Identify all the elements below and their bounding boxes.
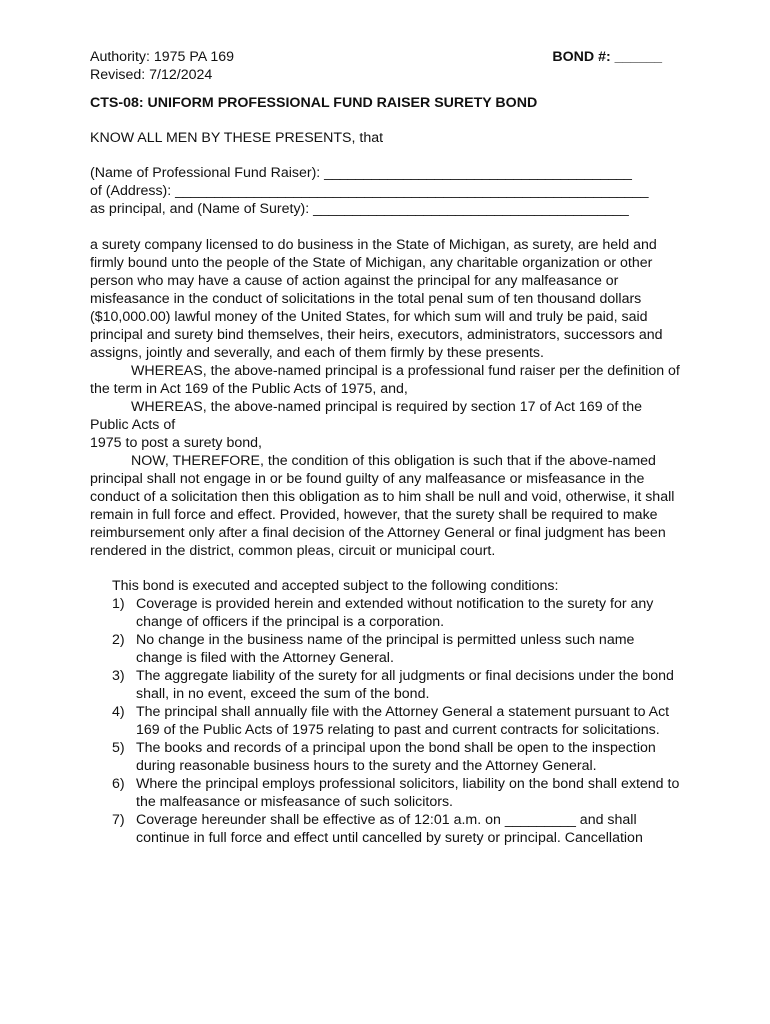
list-item-number: 7) <box>112 812 125 828</box>
list-item-text: Where the principal employs professional solicitors, liability on the bond shall extend to the malfeasance or misfeasance of such solicitors. <box>136 776 680 810</box>
list-item-number: 4) <box>112 704 125 720</box>
list-item-number: 1) <box>112 596 125 612</box>
body-paragraph-whereas-2-cont: 1975 to post a surety bond, <box>90 435 262 451</box>
authority-line: Authority: 1975 PA 169 <box>90 49 235 65</box>
list-item-text: The books and records of a principal upon the bond shall be open to the inspection during reasonable business hours to the surety and the Attorney General. <box>136 740 656 774</box>
conditions-section <box>90 577 682 847</box>
list-item-text: Coverage is provided herein and extended without notification to the surety for any change of officers if the principal is a corporation. <box>136 596 654 630</box>
bond-body <box>90 236 682 560</box>
list-item-number: 5) <box>112 740 125 756</box>
fund-raiser-name-field[interactable]: (Name of Professional Fund Raiser): _______________________________________ <box>90 165 632 181</box>
address-field[interactable]: of (Address): ____________________________________________________________ <box>90 183 649 199</box>
list-item-text: The aggregate liability of the surety for all judgments or final decisions under the bond shall, in no event, exceed the sum of the bond. <box>136 668 674 702</box>
list-item-number: 2) <box>112 632 125 648</box>
conditions-list <box>112 595 682 847</box>
list-item-number: 3) <box>112 668 125 684</box>
revised-line: Revised: 7/12/2024 <box>90 67 213 83</box>
document-page <box>90 48 682 847</box>
list-item <box>112 631 682 667</box>
list-item <box>112 703 682 739</box>
document-header <box>90 48 682 84</box>
body-paragraph-surety: a surety company licensed to do business in the State of Michigan, as surety, are held and firmly bound unto the people of the State of Michigan, any charitable organization or other person who may have a cause of action against the principal for any malfeasance or misfeasance in the conduct of solicitations in the total penal sum of ten thousand dollars ($10,000.00) lawful money of the United States, for which sum will and truly be paid, said principal and surety bind themselves, their heirs, executors, administrators, successors and assigns, jointly and severally, and each of them firmly by these presents. <box>90 237 663 361</box>
list-item-number: 6) <box>112 776 125 792</box>
list-item-text: Coverage hereunder shall be effective as of 12:01 a.m. on _________ and shall continue in full force and effect until cancelled by surety or principal. Cancellation <box>136 812 643 846</box>
document-title: CTS-08: UNIFORM PROFESSIONAL FUND RAISER SURETY BOND <box>90 95 538 111</box>
body-paragraph-whereas-2: WHEREAS, the above-named principal is required by section 17 of Act 169 of the Public Acts of <box>90 399 643 433</box>
conditions-intro: This bond is executed and accepted subject to the following conditions: <box>112 578 559 594</box>
list-item-text: The principal shall annually file with the Attorney General a statement pursuant to Act 169 of the Public Acts of 1975 relating to past and current contracts for solicitations. <box>136 704 670 738</box>
party-fields <box>90 164 682 218</box>
list-item <box>112 775 682 811</box>
list-item <box>112 667 682 703</box>
bond-number: BOND #: ______ <box>552 49 662 65</box>
body-paragraph-whereas-1: WHEREAS, the above-named principal is a professional fund raiser per the definition of the term in Act 169 of the Public Acts of 1975, and, <box>90 363 680 397</box>
list-item <box>112 595 682 631</box>
list-item <box>112 739 682 775</box>
list-item-text: No change in the business name of the principal is permitted unless such name change is filed with the Attorney General. <box>136 632 635 666</box>
list-item <box>112 811 682 847</box>
intro-line: KNOW ALL MEN BY THESE PRESENTS, that <box>90 130 384 146</box>
surety-name-field[interactable]: as principal, and (Name of Surety): ________________________________________ <box>90 201 629 217</box>
body-paragraph-therefore: NOW, THEREFORE, the condition of this obligation is such that if the above-named principal shall not engage in or be found guilty of any malfeasance or misfeasance in the conduct of a solicitation then this obligation as to him shall be null and void, otherwise, it shall remain in full force and effect. Provided, however, that the surety shall be required to make reimbursement only after a final decision of the Attorney General or final judgment has been rendered in the district, common pleas, circuit or municipal court. <box>90 453 675 559</box>
